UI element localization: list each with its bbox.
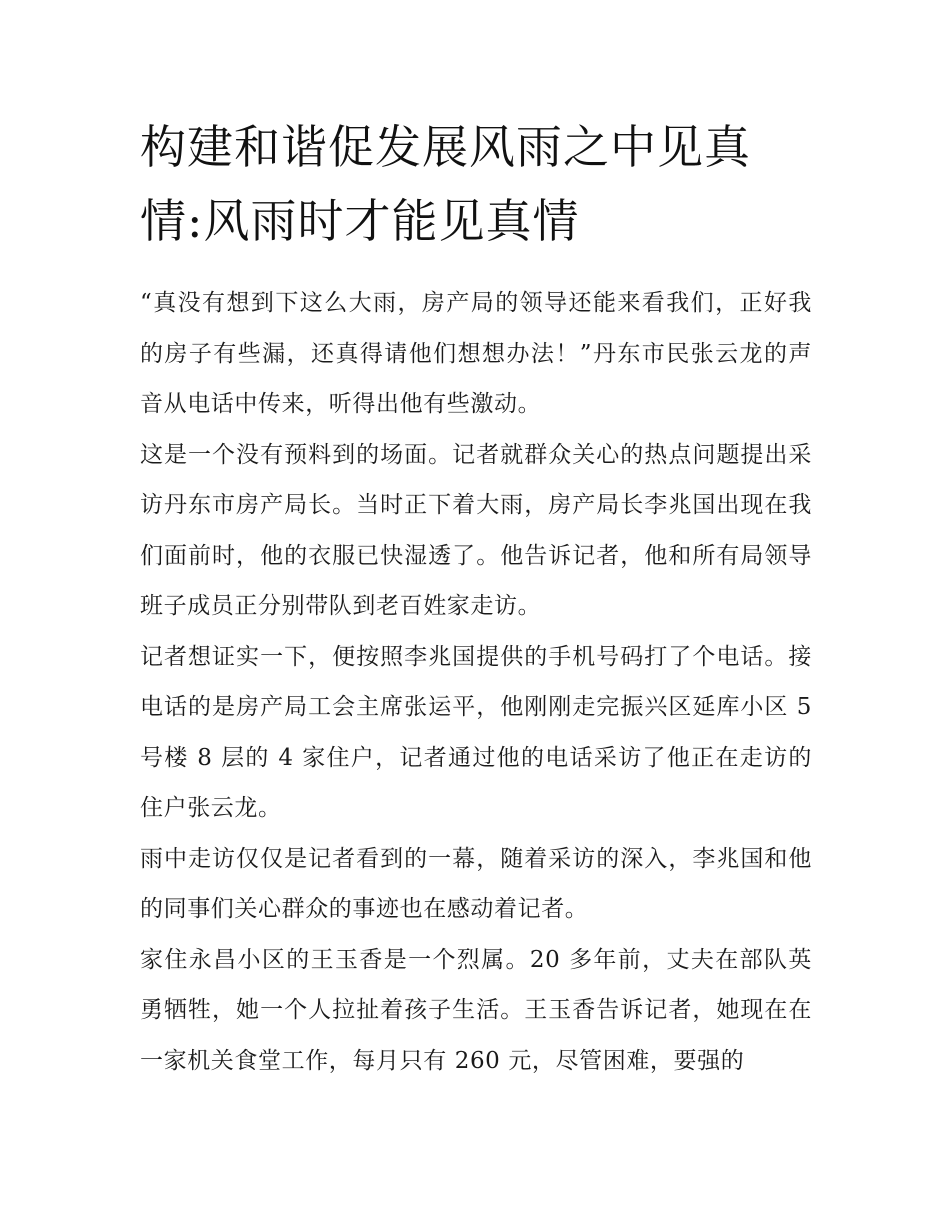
paragraph: 这是一个没有预料到的场面。记者就群众关心的热点问题提出采访丹东市房产局长。当时正下着大雨，房产局长李兆国出现在我们面前时，他的衣服已快湿透了。他告诉记者，他和所有局领导班子成员正分别带队到老百姓家走访。 [140,441,812,619]
document-title: 构建和谐促发展风雨之中见真情:风雨时才能见真情 [140,120,751,248]
paragraph: “真没有想到下这么大雨，房产局的领导还能来看我们，正好我的房子有些漏，还真得请他们想想办法！”丹东市民张云龙的声音从电话中传来，听得出他有些激动。 [140,290,812,417]
document-body [140,278,812,1086]
paragraph: 雨中走访仅仅是记者看到的一幕，随着采访的深入，李兆国和他的同事们关心群众的事迹也在感动着记者。 [140,845,812,922]
paragraph: 记者想证实一下，便按照李兆国提供的手机号码打了个电话。接电话的是房产局工会主席张运平，他刚刚走完振兴区延库小区 5 号楼 8 层的 4 家住户，记者通过他的电话采访了他正在走访的住户张云龙。 [140,643,812,821]
document-content [140,110,812,1086]
paragraph: 家住永昌小区的王玉香是一个烈属。20 多年前，丈夫在部队英勇牺牲，她一个人拉扯着孩子生活。王玉香告诉记者，她现在在一家机关食堂工作，每月只有 260 元，尽管困难，要强的 [140,946,812,1074]
